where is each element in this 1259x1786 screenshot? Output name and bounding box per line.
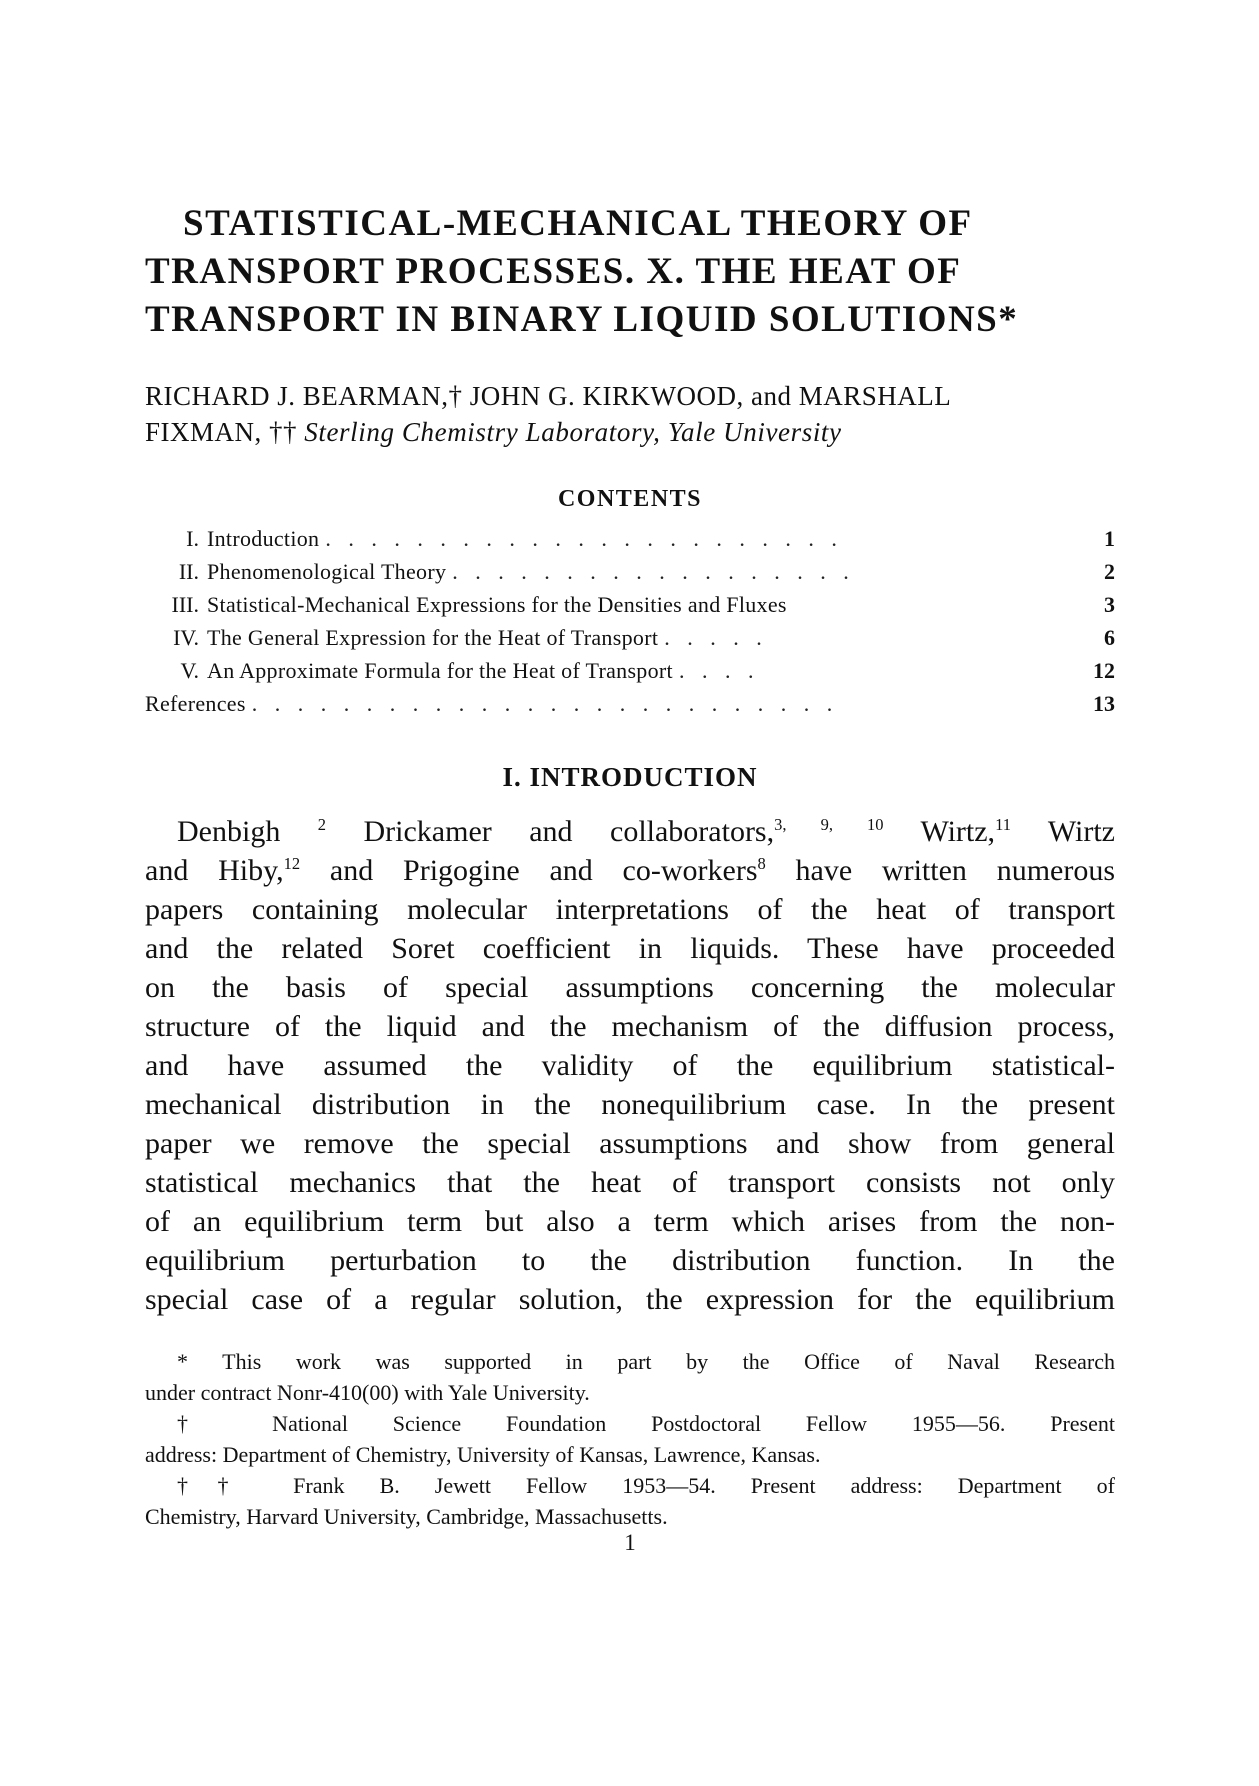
toc-entry-page: 1 [1104, 526, 1115, 551]
contents-heading: CONTENTS [557, 486, 703, 512]
reference-superscript: 8 [757, 854, 766, 873]
body-text-segment: and Prigogine and co-workers [300, 854, 758, 887]
toc-entry-page: 2 [1104, 559, 1115, 584]
toc-entry-leader: . . . . . [664, 625, 768, 650]
body-line [145, 968, 1115, 1007]
reference-superscript: 2 [317, 815, 327, 834]
body-text-segment: and the related Soret coefficient in liquids. These have proceeded [145, 932, 1115, 965]
title-line: STATISTICAL-MECHANICAL THEORY OF [183, 203, 973, 244]
toc-entry-leader: . . . . . . . . . . . . . . . . . . . . . . . [325, 526, 843, 551]
body-text-segment: paper we remove the special assumptions and show from general [145, 1127, 1115, 1160]
body-text-segment: Denbigh [177, 815, 318, 848]
page-number: 1 [624, 1530, 636, 1555]
toc-entry-title: The General Expression for the Heat of Transport [207, 625, 659, 650]
footnote-line: Chemistry, Harvard University, Cambridge, Massachusetts. [145, 1504, 668, 1529]
toc-entry [145, 592, 1115, 625]
body-text-segment: mechanical distribution in the nonequilibrium case. In the present [145, 1088, 1115, 1121]
author-block [145, 378, 1115, 450]
body-line [145, 929, 1115, 968]
body-line [145, 1280, 1115, 1319]
toc-entry-number: I. [186, 526, 199, 551]
reference-superscript: 3, 9, 10 [774, 815, 884, 834]
author-line: RICHARD J. BEARMAN,† JOHN G. KIRKWOOD, and MARSHALL [145, 381, 952, 411]
toc-entry-number: IV. [173, 625, 199, 650]
toc-entry [145, 625, 1115, 658]
table-of-contents [145, 526, 1115, 724]
body-text-segment: structure of the liquid and the mechanism of the diffusion process, [145, 1010, 1115, 1043]
toc-entry [145, 559, 1115, 592]
body-line [145, 1085, 1115, 1124]
toc-entry-page: 13 [1093, 691, 1115, 716]
toc-entry-title: Phenomenological Theory [207, 559, 447, 584]
body-text-segment: Drickamer and collaborators, [326, 815, 775, 848]
toc-entry-number: II. [178, 559, 199, 584]
toc-entry-title: An Approximate Formula for the Heat of Transport [207, 658, 673, 683]
footnotes [145, 1346, 1115, 1532]
body-text-segment: equilibrium perturbation to the distribution function. In the [145, 1244, 1115, 1277]
body-text-segment: of an equilibrium term but also a term which arises from the non- [145, 1205, 1115, 1238]
toc-entry-number: III. [171, 592, 199, 617]
toc-entry-page: 12 [1093, 658, 1115, 683]
reference-superscript: 12 [283, 854, 301, 873]
body-line [145, 1046, 1115, 1085]
author-name: FIXMAN, †† [145, 417, 298, 447]
body-line [145, 1007, 1115, 1046]
section-heading: I. INTRODUCTION [502, 762, 758, 792]
footnote-line: under contract Nonr-410(00) with Yale University. [145, 1380, 590, 1405]
body-line [145, 1202, 1115, 1241]
body-text-segment: special case of a regular solution, the expression for the equilibrium [145, 1283, 1115, 1316]
toc-entry-leader: . . . . . . . . . . . . . . . . . . [452, 559, 855, 584]
body-text-segment: have written numerous [765, 854, 1116, 887]
body-line [145, 1124, 1115, 1163]
toc-entry-title: Statistical-Mechanical Expressions for the Densities and Fluxes [207, 592, 787, 617]
body-text-segment: statistical mechanics that the heat of transport consists not only [145, 1166, 1115, 1199]
toc-entry-title: References [145, 691, 246, 716]
toc-entry [145, 691, 1115, 724]
reference-superscript: 11 [995, 815, 1011, 834]
body-line [145, 1241, 1115, 1280]
author-line-2 [145, 414, 1115, 450]
body-line [145, 851, 1115, 890]
title-line: TRANSPORT IN BINARY LIQUID SOLUTIONS* [145, 299, 1019, 340]
body-text-segment: and Hiby, [145, 854, 284, 887]
title-line: TRANSPORT PROCESSES. X. THE HEAT OF [145, 251, 962, 292]
toc-entry-number: V. [180, 658, 199, 683]
body-text-segment: and have assumed the validity of the equilibrium statistical- [145, 1049, 1115, 1082]
toc-entry [145, 526, 1115, 559]
author-affiliation: Sterling Chemistry Laboratory, Yale University [304, 417, 842, 447]
body-text-segment: Wirtz, [883, 815, 996, 848]
footnote-line: †† Frank B. Jewett Fellow 1953—54. Present address: Department of [177, 1473, 1115, 1498]
footnote-line: * This work was supported in part by the Office of Naval Research [177, 1349, 1115, 1374]
body-text-segment: on the basis of special assumptions concerning the molecular [145, 971, 1115, 1004]
paper-title [145, 200, 1115, 344]
toc-entry-page: 3 [1104, 592, 1115, 617]
body-line [145, 812, 1115, 851]
toc-entry [145, 658, 1115, 691]
toc-entry-leader: . . . . . . . . . . . . . . . . . . . . . . . . . . [251, 691, 839, 716]
body-line [145, 890, 1115, 929]
footnote-line: † National Science Foundation Postdoctoral Fellow 1955—56. Present [177, 1411, 1115, 1436]
body-line [145, 1163, 1115, 1202]
toc-entry-leader: . . . . [678, 658, 760, 683]
toc-entry-page: 6 [1104, 625, 1115, 650]
body-text-segment: Wirtz [1010, 815, 1115, 848]
toc-entry-title: Introduction [207, 526, 320, 551]
footnote-line: address: Department of Chemistry, University of Kansas, Lawrence, Kansas. [145, 1442, 821, 1467]
body-text-segment: papers containing molecular interpretations of the heat of transport [145, 893, 1115, 926]
body-paragraph [145, 812, 1115, 1319]
